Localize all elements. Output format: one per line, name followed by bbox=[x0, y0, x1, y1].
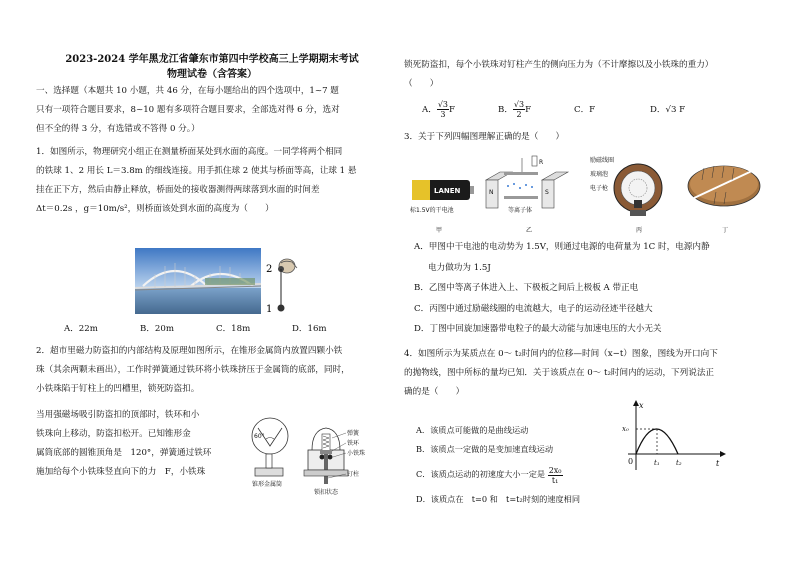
question-line: 属筒底部的圆锥顶角是 120°，弹簧通过铁环 bbox=[36, 448, 212, 458]
q3-option-d: D．丁图中回旋加速器带电粒子的最大动能与加速电压的大小无关 bbox=[414, 324, 662, 334]
q3-option-b: B．乙图中等离子体进入上、下极板之间后上极板 A 带正电 bbox=[414, 283, 639, 293]
anti-theft-clasp-figure bbox=[246, 406, 372, 498]
coil-bulb-figure bbox=[590, 156, 662, 234]
q3-option-c: C．丙图中通过励磁线圈的电流越大，电子的运动径迹半径越大 bbox=[414, 303, 653, 314]
plasma-label: 等离子体 bbox=[508, 207, 533, 214]
q2-option-a: A． $\frac{√3}{3}$ F bbox=[422, 100, 455, 119]
q3-stem bbox=[404, 128, 766, 147]
resistor-label: R bbox=[539, 159, 544, 166]
question-line: 的铁球 1、2 用长 L＝3.8m 的细线连接。用手抓住球 2 使其与桥面等高，让球 1 悬 bbox=[36, 166, 357, 176]
section-line: 但不全的得 3 分，有选错或不答得 0 分。） bbox=[36, 124, 200, 134]
q2-option-b: B． $\frac{√3}{2}$ F bbox=[498, 100, 532, 119]
section-line: 只有一项符合题目要求，8~10 题有多项符合题目要求，全部选对得 6 分，选对 bbox=[36, 105, 340, 115]
q2-option-c: C．F bbox=[574, 105, 596, 115]
question-line: 锁死防盗扣，每个小铁珠对钉柱产生的侧向压力为（不计摩擦以及小铁珠的重力） bbox=[404, 60, 714, 70]
right-column bbox=[404, 56, 766, 94]
n-pole: N bbox=[489, 189, 494, 196]
x0-label: x₀ bbox=[622, 425, 629, 433]
q4-option-b: B．该质点一定做的是变加速直线运动 bbox=[416, 444, 554, 454]
bulb-label: 玻璃泡 bbox=[590, 171, 609, 178]
question-line: 铁珠向上移动，防盗扣松开。已知锥形金 bbox=[36, 429, 191, 439]
gun-label: 电子枪 bbox=[590, 185, 609, 192]
question-line: 确的是（ ） bbox=[404, 387, 465, 397]
q4-option-d: D．该质点在 t=0 和 t=t₂时刻的速度相同 bbox=[416, 494, 581, 504]
t1-label: t₁ bbox=[654, 459, 660, 467]
q4-option-c-text: C．该质点运动的初速度大小一定是 bbox=[416, 469, 546, 479]
question-line: 施加给每个小铁珠竖直向下的力 F，小铁珠 bbox=[36, 467, 206, 477]
question-line: Δt＝0.2s ，g＝10m/s²，则桥面该处到水面的高度为（ ） bbox=[36, 204, 274, 214]
question-paren: （ ） bbox=[404, 79, 439, 89]
frac-num: 2x₀ bbox=[548, 465, 562, 475]
exam-subtitle: 物理试卷（含答案） bbox=[167, 69, 257, 80]
label-jia: 甲 bbox=[436, 227, 443, 234]
ball-1-label: 1 bbox=[266, 304, 273, 315]
q1-option-b: B．20m bbox=[140, 324, 174, 334]
origin-label: 0 bbox=[628, 457, 634, 466]
question-line: 珠（其余两颗未画出），工作时弹簧通过铁环将小铁珠挤压于金属筒的底部，同时， bbox=[36, 365, 350, 375]
q3-options bbox=[414, 237, 774, 340]
question-line: 当用强磁场吸引防盗扣的顶部时，铁环和小 bbox=[36, 410, 200, 420]
bridge-photo bbox=[135, 248, 261, 314]
left-column bbox=[36, 48, 388, 219]
exam-title: 2023-2024 学年黑龙江省肇东市第四中学校高三上学期期末考试 bbox=[65, 54, 359, 65]
q1-option-c: C．18m bbox=[216, 324, 251, 334]
label-ding: 丁 bbox=[722, 227, 729, 234]
q4-option-c bbox=[416, 462, 646, 487]
ring-label: 铁环 bbox=[347, 440, 360, 447]
frac-den: t₁ bbox=[551, 475, 559, 485]
state-label: 锁扣状态 bbox=[314, 489, 339, 496]
angle-label: 60° bbox=[254, 433, 265, 440]
pin-label: 钉柱 bbox=[347, 471, 360, 478]
q1-option-d: D．16m bbox=[292, 324, 327, 334]
label-bing: 丙 bbox=[636, 227, 643, 234]
q4-options bbox=[416, 418, 646, 512]
ball-string-figure bbox=[263, 258, 315, 318]
question-line: 的抛物线，图中所标的量均已知．关于该质点在 0～ t₂时间内的运动，下列说法正 bbox=[404, 368, 715, 378]
bead-label: 小铁珠 bbox=[347, 450, 366, 457]
mhd-figure bbox=[486, 156, 568, 234]
question-line: 2．超市里磁力防盗扣的内部结构及原理如图所示，在锥形金属筒内放置四颗小铁 bbox=[36, 346, 343, 356]
q2-text bbox=[36, 342, 396, 399]
ball-2-label: 2 bbox=[266, 264, 273, 275]
cone-label: 锥形金属筒 bbox=[252, 481, 283, 488]
question-line: 3．关于下列四幅图理解正确的是（ ） bbox=[404, 132, 565, 142]
section-line: 一、选择题（本题共 10 小题，共 46 分，在每小题给出的四个选项中，1~7 题 bbox=[36, 86, 339, 96]
q3-option-a: A．甲图中干电池的电动势为 1.5V，则通过电源的电荷量为 1C 时，电源内静 bbox=[414, 242, 710, 252]
battery-brand: LANEN bbox=[434, 187, 461, 195]
q4-option-a: A．该质点可能做的是曲线运动 bbox=[416, 425, 529, 435]
s-pole: S bbox=[545, 189, 549, 196]
q1-option-a: A．22m bbox=[64, 324, 98, 334]
xt-graph bbox=[620, 398, 730, 476]
q3-figures bbox=[404, 150, 784, 234]
q2-option-d: D．√3 F bbox=[650, 105, 686, 115]
question-line: 1．如图所示，物理研究小组正在测量桥面某处到水面的高度。一同学将两个相同 bbox=[36, 147, 343, 157]
battery-figure bbox=[410, 180, 474, 234]
q2-text-b bbox=[36, 406, 246, 482]
coil-label: 励磁线圈 bbox=[590, 157, 615, 164]
x-axis-label: x bbox=[639, 401, 644, 410]
q3-option-a-cont: 电力做功为 1.5J bbox=[428, 262, 491, 273]
question-line: 挂在正下方，然后由静止释放，桥面处的接收器测得两球落到水面的时间差 bbox=[36, 185, 320, 195]
t2-label: t₂ bbox=[676, 459, 682, 467]
t-axis-label: t bbox=[716, 459, 720, 468]
question-line: 小铁珠陷于钉柱上的凹槽里，锁死防盗扣。 bbox=[36, 384, 200, 394]
cyclotron-figure bbox=[688, 166, 760, 234]
label-yi: 乙 bbox=[526, 227, 533, 234]
q4-stem bbox=[404, 345, 766, 402]
battery-caption: 标1.5V的干电池 bbox=[410, 207, 454, 214]
spring-label: 弹簧 bbox=[347, 430, 360, 437]
question-line: 4．如图所示为某质点在 0～ t₂时间内的位移—时间（x−t）图象，图线为开口向下 bbox=[404, 349, 718, 359]
